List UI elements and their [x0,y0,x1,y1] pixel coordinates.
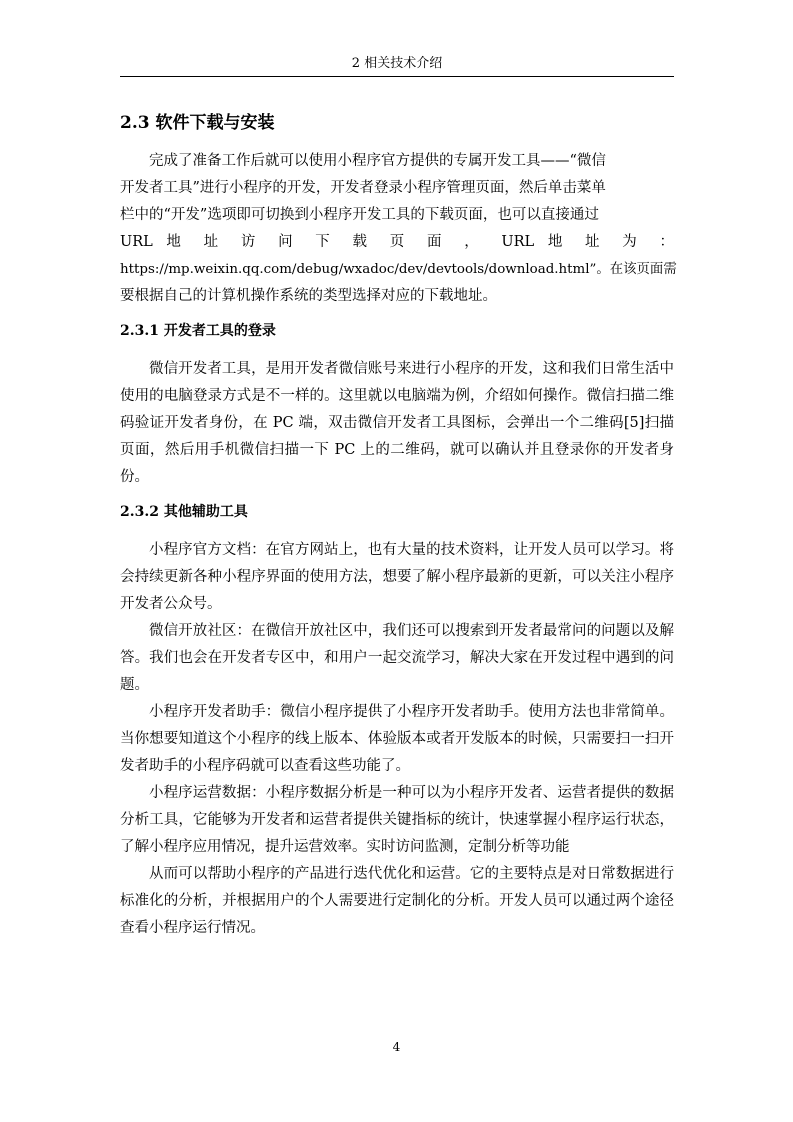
paragraph-optimization: 从而可以帮助小程序的产品进行迭代优化和运营。它的主要特点是对日常数据进行标准化的分析，并根据用户的个人需要进行定制化的分析。开发人员可以通过两个途径查看小程序运行情况。 [120,866,674,936]
paragraph-line: 栏中的“开发”选项即可切换到小程序开发工具的下载页面，也可以直接通过 [120,207,599,223]
subsection-heading-login: 2.3.1 开发者工具的登录 [120,323,276,339]
paragraph-line: 开发者工具”进行小程序的开发，开发者登录小程序管理页面，然后单击菜单 [120,180,606,196]
page-body [120,108,677,942]
paragraph-line: URL 地 址 访 问 下 载 页 面 ， URL 地 址 为 ： [120,234,674,250]
paragraph-analytics: 小程序运营数据：小程序数据分析是一种可以为小程序开发者、运营者提供的数据分析工具，它能够为开发者和运营者提供关键指标的统计，快速掌握小程序运行状态，了解小程序应用情况，提升运营效率。实时访问监测，定制分析等功能 [120,785,674,855]
subsection-heading-tools: 2.3.2 其他辅助工具 [120,504,248,520]
paragraph-line: 要根据自己的计算机操作系统的类型选择对应的下载地址。 [120,288,497,304]
paragraph-download [120,148,677,310]
paragraph-docs: 小程序官方文档：在官方网站上，也有大量的技术资料，让开发人员可以学习。将会持续更新各种小程序界面的使用方法，想要了解小程序最新的更新，可以关注小程序开发者公众号。 [120,542,674,612]
running-header: 2 相关技术介绍 [120,52,674,77]
page-number: 4 [392,1040,401,1054]
paragraph-community: 微信开放社区：在微信开放社区中，我们还可以搜索到开发者最常问的问题以及解答。我们也会在开发者专区中，和用户一起交流学习，解决大家在开发过程中遇到的问题。 [120,623,674,693]
paragraph-login: 微信开发者工具，是用开发者微信账号来进行小程序的开发，这和我们日常生活中使用的电脑登录方式是不一样的。这里就以电脑端为例，介绍如何操作。微信扫描二维码验证开发者身份，在 PC 端，双击微信开发者工具图标，会弹出一个二维码[5]扫描页面，然后用手机微信扫描一下 PC 上的二维码，就可以确认并且登录你的开发者身份。 [120,361,674,485]
paragraph-assistant: 小程序开发者助手：微信小程序提供了小程序开发者助手。使用方法也非常简单。当你想要知道这个小程序的线上版本、体验版本或者开发版本的时候，只需要扫一扫开发者助手的小程序码就可以查看这些功能了。 [120,704,674,774]
section-heading: 2.3 软件下载与安装 [120,113,275,133]
paragraph-line: 完成了准备工作后就可以使用小程序官方提供的专属开发工具——“微信 [149,153,606,169]
download-url-line: https://mp.weixin.qq.com/debug/wxadoc/dev/devtools/download.html”。在该页面需 [120,262,677,277]
